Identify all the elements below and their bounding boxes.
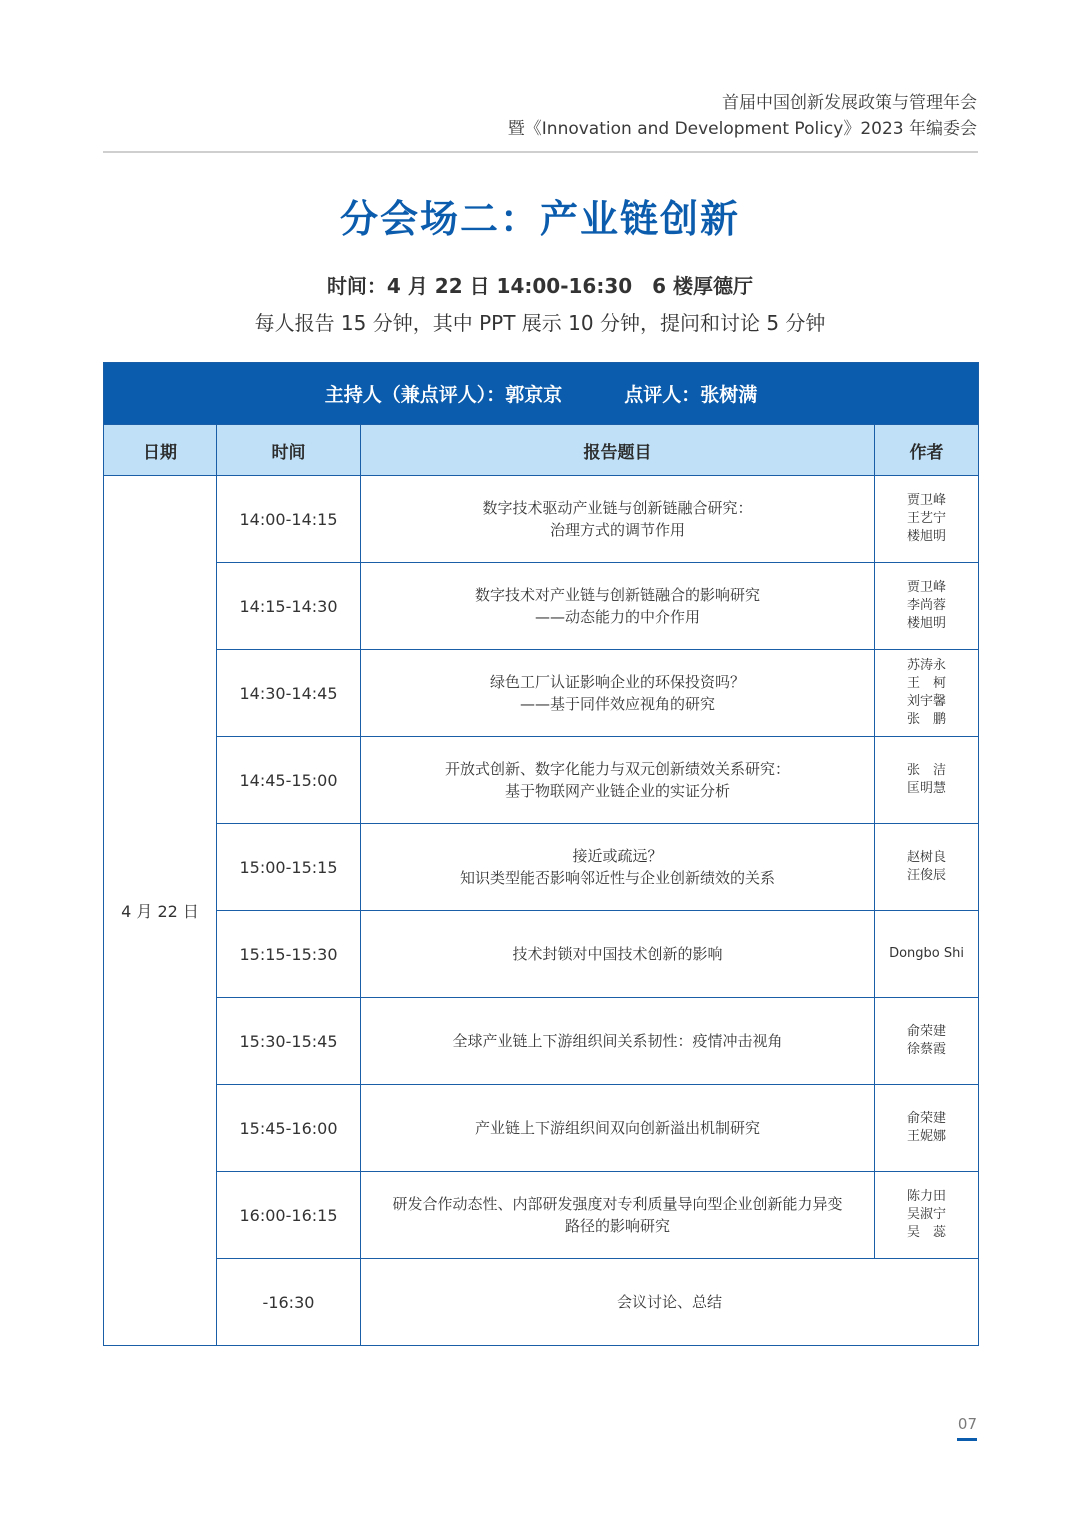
time-cell: 14:15-14:30	[217, 563, 361, 650]
author-name: 赵树良	[907, 850, 947, 865]
page-title: 分会场二：产业链创新	[339, 197, 740, 241]
time-cell: 15:45-16:00	[217, 1085, 361, 1172]
table-row	[104, 824, 979, 911]
author-cell	[875, 1085, 979, 1172]
author-name: 徐蔡霞	[907, 1042, 947, 1057]
time-cell: 14:45-15:00	[217, 737, 361, 824]
author-cell	[875, 737, 979, 824]
author-name: 俞荣建	[907, 1111, 947, 1126]
topic-line: 全球产业链上下游组织间关系韧性：疫情冲击视角	[452, 1032, 783, 1050]
author-name: 苏涛永	[907, 658, 947, 673]
author-name: 楼旭明	[907, 616, 947, 631]
author-cell	[875, 476, 979, 563]
reviewer-label: 点评人：张树满	[624, 384, 758, 406]
table-row	[104, 911, 979, 998]
closing-topic-cell: 会议讨论、总结	[361, 1259, 979, 1346]
time-cell: 15:15-15:30	[217, 911, 361, 998]
topic-line: 知识类型能否影响邻近性与企业创新绩效的关系	[459, 869, 775, 887]
topic-line: 治理方式的调节作用	[549, 521, 685, 539]
topic-line: 开放式创新、数字化能力与双元创新绩效关系研究：	[444, 760, 790, 778]
topic-cell	[361, 998, 875, 1085]
topic-line: ——基于同伴效应视角的研究	[519, 695, 715, 713]
topic-cell	[361, 1085, 875, 1172]
table-row	[104, 476, 979, 563]
table-row	[104, 1085, 979, 1172]
author-name: 俞荣建	[907, 1024, 947, 1039]
topic-cell	[361, 911, 875, 998]
col-header-topic: 报告题目	[361, 425, 875, 476]
topic-cell	[361, 650, 875, 737]
host-label: 主持人（兼点评人）：郭京京	[324, 384, 563, 406]
author-cell	[875, 911, 979, 998]
author-name: 张 鹏	[907, 712, 947, 727]
topic-line: 技术封锁对中国技术创新的影响	[512, 945, 723, 963]
host-bar-cell	[104, 363, 979, 425]
schedule-table	[103, 362, 979, 1346]
author-name: 王 柯	[907, 676, 947, 691]
page-header	[508, 90, 977, 142]
time-cell: -16:30	[217, 1259, 361, 1346]
topic-line: 数字技术对产业链与创新链融合的影响研究	[474, 586, 760, 604]
header-line-1: 首届中国创新发展政策与管理年会	[722, 93, 977, 113]
topic-line: 接近或疏远？	[572, 847, 663, 865]
table-row	[104, 1172, 979, 1259]
table-row	[104, 998, 979, 1085]
author-name: 刘宇馨	[907, 694, 947, 709]
page-number-bar	[957, 1438, 977, 1441]
topic-cell	[361, 1172, 875, 1259]
author-name: 吴 蕊	[907, 1225, 947, 1240]
header-line-2: 暨《Innovation and Development Policy》2023 年编委会	[507, 119, 977, 139]
col-header-author: 作者	[875, 425, 979, 476]
col-header-time: 时间	[217, 425, 361, 476]
header-divider	[103, 151, 978, 153]
author-name: 匡明慧	[907, 781, 947, 796]
topic-line: ——动态能力的中介作用	[534, 608, 700, 626]
date-cell: 4 月 22 日	[104, 476, 217, 1346]
page-number: 07	[957, 1415, 977, 1433]
topic-cell	[361, 737, 875, 824]
table-row	[104, 737, 979, 824]
author-name: 汪俊辰	[907, 868, 947, 883]
time-cell: 16:00-16:15	[217, 1172, 361, 1259]
host-bar	[104, 363, 979, 425]
closing-row	[104, 1259, 979, 1346]
author-name: 李尚蓉	[907, 598, 947, 613]
topic-line: 绿色工厂认证影响企业的环保投资吗？	[489, 673, 745, 691]
topic-cell	[361, 563, 875, 650]
author-name: 吴淑宁	[907, 1207, 947, 1222]
time-cell: 15:00-15:15	[217, 824, 361, 911]
table-row	[104, 650, 979, 737]
topic-cell	[361, 824, 875, 911]
author-cell	[875, 563, 979, 650]
author-name: 楼旭明	[907, 529, 947, 544]
author-name: 陈力田	[907, 1189, 947, 1204]
table-row	[104, 563, 979, 650]
time-cell: 14:00-14:15	[217, 476, 361, 563]
topic-line: 路径的影响研究	[564, 1217, 670, 1235]
session-format-note: 每人报告 15 分钟，其中 PPT 展示 10 分钟，提问和讨论 5 分钟	[254, 311, 826, 335]
author-name: Dongbo Shi	[889, 946, 964, 961]
time-cell: 14:30-14:45	[217, 650, 361, 737]
author-name: 贾卫峰	[907, 580, 947, 595]
author-cell	[875, 1172, 979, 1259]
author-cell	[875, 650, 979, 737]
topic-line: 产业链上下游组织间双向创新溢出机制研究	[474, 1119, 760, 1137]
topic-line: 基于物联网产业链企业的实证分析	[504, 782, 730, 800]
author-cell	[875, 824, 979, 911]
time-cell: 15:30-15:45	[217, 998, 361, 1085]
author-cell	[875, 998, 979, 1085]
topic-line: 研发合作动态性、内部研发强度对专利质量导向型企业创新能力异变	[392, 1195, 843, 1213]
topic-cell	[361, 476, 875, 563]
author-name: 王艺宁	[907, 511, 947, 526]
session-time-venue: 时间：4 月 22 日 14:00-16:30 6 楼厚德厅	[326, 274, 754, 298]
author-name: 贾卫峰	[907, 493, 947, 508]
column-header-row	[104, 425, 979, 476]
col-header-date: 日期	[104, 425, 217, 476]
author-name: 王妮娜	[907, 1129, 947, 1144]
topic-line: 数字技术驱动产业链与创新链融合研究：	[482, 499, 753, 517]
author-name: 张 洁	[907, 763, 947, 778]
